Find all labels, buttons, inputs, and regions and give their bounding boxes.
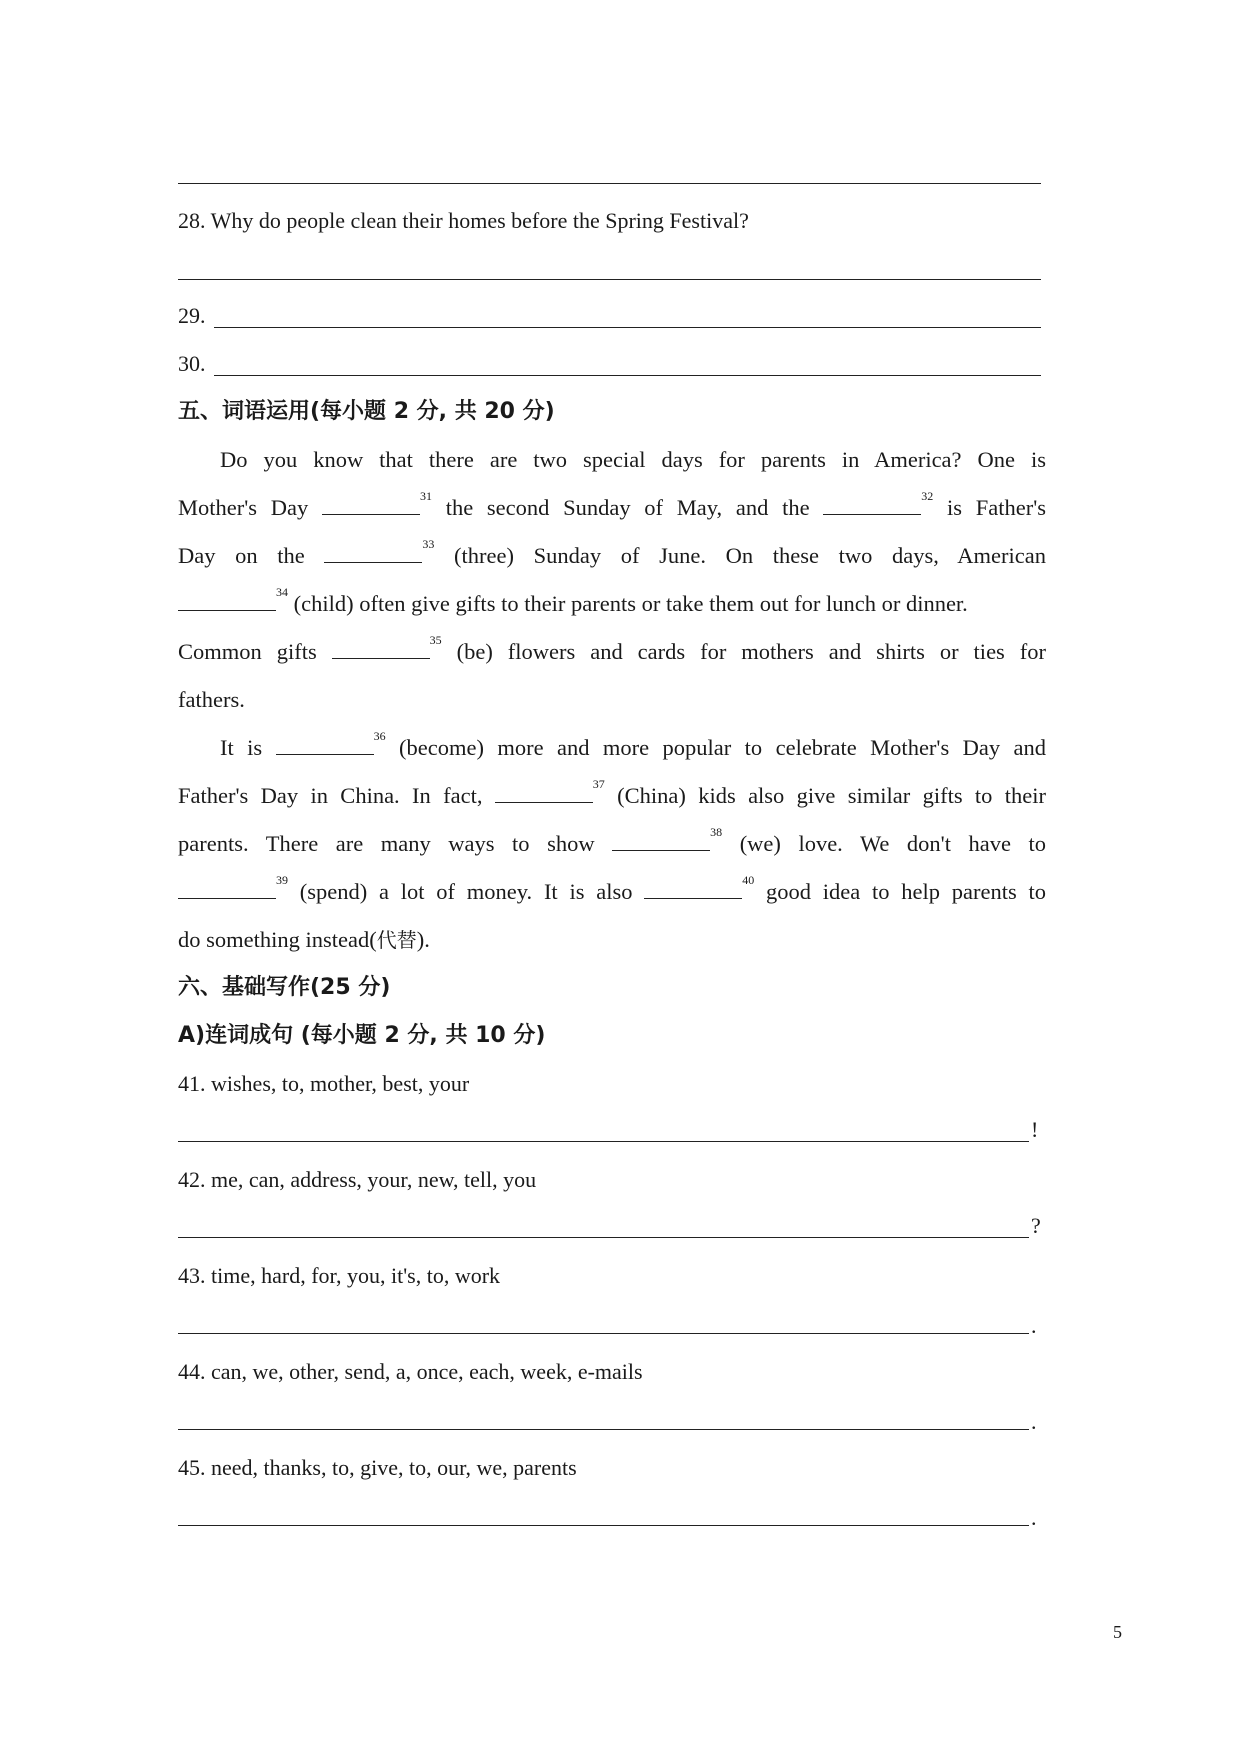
answer-41-end-mark: !	[1031, 1117, 1039, 1142]
passage-text: Father's Day in China. In fact,	[178, 783, 483, 808]
blank-39-number: 39	[276, 873, 288, 887]
question-29-number: 29.	[178, 303, 206, 328]
answer-line-28[interactable]	[178, 279, 1041, 280]
question-43: 43. time, hard, for, you, it's, to, work	[178, 1263, 501, 1288]
passage-p1-line6	[178, 685, 1046, 715]
passage-text: is Father's	[947, 495, 1047, 520]
passage-p1-line5	[178, 633, 1046, 667]
answer-line-27[interactable]	[178, 183, 1041, 184]
passage-text: (child) often give gifts to their parents or take them out for lunch or dinner.	[293, 591, 968, 616]
blank-35-number: 35	[429, 633, 442, 647]
blank-32-number: 32	[921, 489, 934, 503]
question-28: 28. Why do people clean their homes before the Spring Festival?	[178, 208, 749, 233]
answer-line-42[interactable]	[178, 1237, 1029, 1238]
passage-p2-line5	[178, 925, 1046, 955]
blank-38-number: 38	[710, 825, 723, 839]
answer-43-end-mark: .	[1031, 1313, 1037, 1338]
passage-p1-line2	[178, 489, 1047, 523]
passage-p1-line1	[178, 445, 1046, 475]
blank-34[interactable]	[178, 590, 276, 611]
passage-text: parents. There are many ways to show	[178, 831, 595, 856]
passage-p1-line3	[178, 537, 1046, 571]
blank-40-number: 40	[742, 873, 755, 887]
passage-text: do something instead(	[178, 927, 377, 952]
blank-31[interactable]	[322, 494, 420, 515]
section-6a-heading: A)连词成句 (每小题 2 分, 共 10 分)	[178, 1023, 546, 1048]
blank-36[interactable]	[276, 734, 374, 755]
passage-p2-line2	[178, 777, 1046, 811]
passage-text: the second Sunday of May, and the	[445, 495, 810, 520]
passage-text: (three) Sunday of June. On these two days, American	[454, 543, 1046, 568]
blank-33[interactable]	[324, 542, 422, 563]
passage-text: Day on the	[178, 543, 305, 568]
blank-39[interactable]	[178, 878, 276, 899]
passage-text: (spend) a lot of money. It is also	[299, 879, 633, 904]
passage-text: fathers.	[178, 687, 245, 712]
page-number: 5	[1113, 1622, 1122, 1642]
blank-37[interactable]	[495, 782, 593, 803]
passage-p1-line4	[178, 585, 1058, 619]
question-44: 44. can, we, other, send, a, once, each, week, e-mails	[178, 1359, 643, 1384]
passage-text: Do you know that there are two special days for parents in America? One is	[220, 447, 1046, 472]
passage-text: (become) more and more popular to celebrate Mother's Day and	[399, 735, 1047, 760]
answer-line-30[interactable]	[214, 375, 1041, 376]
blank-37-number: 37	[592, 777, 605, 791]
passage-text: Common gifts	[178, 639, 317, 664]
answer-line-44[interactable]	[178, 1429, 1029, 1430]
answer-line-45[interactable]	[178, 1525, 1029, 1526]
question-42: 42. me, can, address, your, new, tell, you	[178, 1167, 537, 1192]
question-41: 41. wishes, to, mother, best, your	[178, 1071, 470, 1096]
blank-36-number: 36	[373, 729, 386, 743]
passage-text-chinese: 代替	[376, 928, 417, 952]
passage-text: Mother's Day	[178, 495, 309, 520]
question-30-number: 30.	[178, 351, 206, 376]
passage-text: (be) flowers and cards for mothers and shirts or ties for	[456, 639, 1046, 664]
blank-33-number: 33	[422, 537, 435, 551]
answer-44-end-mark: .	[1031, 1409, 1037, 1434]
blank-31-number: 31	[419, 489, 432, 503]
blank-32[interactable]	[823, 494, 921, 515]
question-45: 45. need, thanks, to, give, to, our, we, parents	[178, 1455, 577, 1480]
passage-text: good idea to help parents to	[766, 879, 1047, 904]
blank-38[interactable]	[612, 830, 710, 851]
answer-line-43[interactable]	[178, 1333, 1029, 1334]
blank-34-number: 34	[276, 585, 288, 599]
section-6-heading: 六、基础写作(25 分)	[178, 975, 391, 1000]
answer-42-end-mark: ?	[1031, 1213, 1041, 1238]
passage-p2-line4	[178, 873, 1047, 907]
passage-text: It is	[220, 735, 263, 760]
answer-45-end-mark: .	[1031, 1505, 1037, 1530]
answer-line-29[interactable]	[214, 327, 1041, 328]
passage-text: (China) kids also give similar gifts to their	[617, 783, 1046, 808]
passage-p2-line1	[178, 729, 1047, 763]
passage-p2-line3	[178, 825, 1047, 859]
passage-text: (we) love. We don't have to	[739, 831, 1047, 856]
section-5-heading: 五、词语运用(每小题 2 分, 共 20 分)	[178, 399, 555, 424]
blank-35[interactable]	[332, 638, 430, 659]
passage-text: ).	[416, 927, 430, 952]
answer-line-41[interactable]	[178, 1141, 1029, 1142]
blank-40[interactable]	[644, 878, 742, 899]
